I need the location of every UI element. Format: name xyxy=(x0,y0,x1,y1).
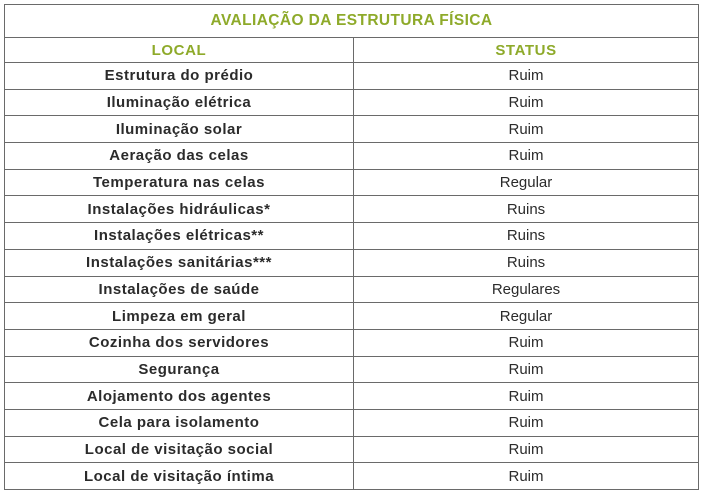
table-row xyxy=(5,463,699,490)
status-cell: Ruim xyxy=(354,436,699,463)
table-row xyxy=(5,383,699,410)
table-row xyxy=(5,329,699,356)
local-cell: Iluminação solar xyxy=(5,116,354,143)
status-cell: Ruim xyxy=(354,329,699,356)
status-cell: Regular xyxy=(354,169,699,196)
table-row xyxy=(5,143,699,170)
local-cell: Instalações hidráulicas* xyxy=(5,196,354,223)
structure-evaluation-table xyxy=(4,4,699,490)
local-cell: Alojamento dos agentes xyxy=(5,383,354,410)
status-cell: Ruins xyxy=(354,223,699,250)
table-row xyxy=(5,116,699,143)
table-row xyxy=(5,436,699,463)
table-body xyxy=(5,5,699,490)
status-cell: Ruim xyxy=(354,383,699,410)
status-cell: Regular xyxy=(354,303,699,330)
table-row xyxy=(5,409,699,436)
table-header-row xyxy=(5,38,699,63)
table-row xyxy=(5,196,699,223)
table-row xyxy=(5,249,699,276)
table-row xyxy=(5,89,699,116)
table-title-row xyxy=(5,5,699,38)
local-cell: Temperatura nas celas xyxy=(5,169,354,196)
table-title: AVALIAÇÃO DA ESTRUTURA FÍSICA xyxy=(5,5,699,38)
status-cell: Regulares xyxy=(354,276,699,303)
local-cell: Iluminação elétrica xyxy=(5,89,354,116)
status-cell: Ruins xyxy=(354,196,699,223)
status-cell: Ruim xyxy=(354,356,699,383)
status-cell: Ruim xyxy=(354,63,699,90)
local-cell: Instalações sanitárias*** xyxy=(5,249,354,276)
status-cell: Ruim xyxy=(354,116,699,143)
local-cell: Instalações de saúde xyxy=(5,276,354,303)
table-row xyxy=(5,169,699,196)
local-cell: Limpeza em geral xyxy=(5,303,354,330)
table-row xyxy=(5,63,699,90)
local-cell: Local de visitação social xyxy=(5,436,354,463)
status-cell: Ruim xyxy=(354,89,699,116)
local-cell: Aeração das celas xyxy=(5,143,354,170)
table-row xyxy=(5,276,699,303)
status-cell: Ruim xyxy=(354,143,699,170)
status-cell: Ruim xyxy=(354,409,699,436)
local-cell: Estrutura do prédio xyxy=(5,63,354,90)
local-cell: Cela para isolamento xyxy=(5,409,354,436)
status-cell: Ruins xyxy=(354,249,699,276)
column-header-local: LOCAL xyxy=(5,38,354,63)
table-row xyxy=(5,356,699,383)
local-cell: Cozinha dos servidores xyxy=(5,329,354,356)
local-cell: Instalações elétricas** xyxy=(5,223,354,250)
local-cell: Local de visitação íntima xyxy=(5,463,354,490)
table-row xyxy=(5,223,699,250)
table-row xyxy=(5,303,699,330)
local-cell: Segurança xyxy=(5,356,354,383)
column-header-status: STATUS xyxy=(354,38,699,63)
status-cell: Ruim xyxy=(354,463,699,490)
